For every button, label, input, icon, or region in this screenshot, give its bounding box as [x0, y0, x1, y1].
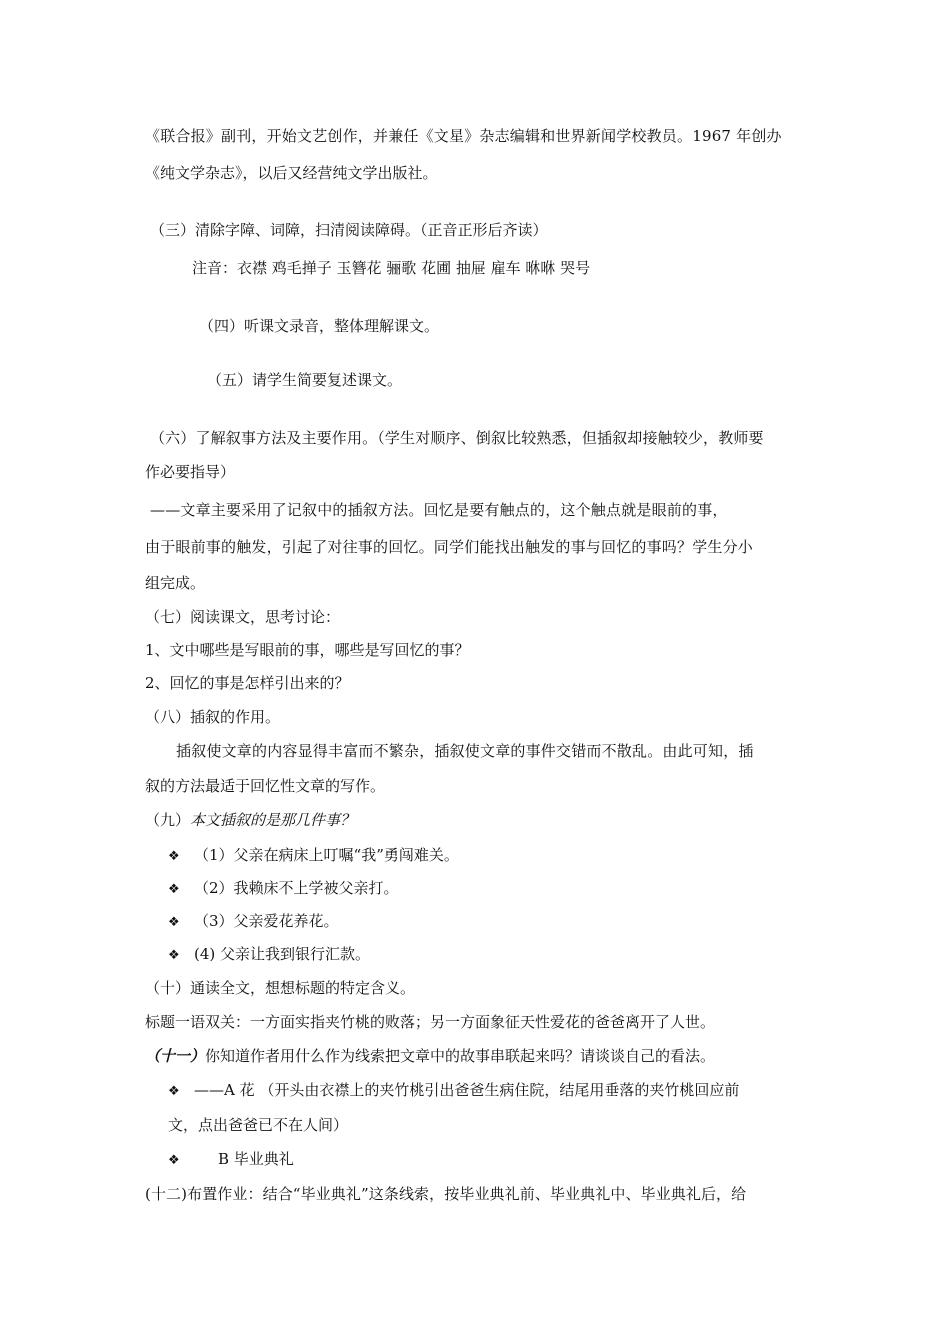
section-heading: （十）通读全文，想想标题的特定含义。 — [145, 979, 416, 997]
bullet-icon: ❖ — [168, 1084, 180, 1099]
section-number: （九） — [145, 811, 191, 829]
list-item-text: ——A 花 （开头由衣襟上的夹竹桃引出爸爸生病住院，结尾用垂落的夹竹桃回应前 — [194, 1081, 740, 1099]
list-item — [168, 1149, 294, 1171]
text-line: 叙的方法最适于回忆性文章的写作。 — [145, 777, 386, 795]
list-item-text: (4) 父亲让我到银行汇款。 — [194, 945, 371, 963]
section-heading: （三）清除字障、词障，扫清阅读障碍。（正音正形后齐读） — [150, 221, 548, 239]
text-line: 《纯文学杂志》，以后又经营纯文学出版社。 — [145, 164, 438, 182]
section-question: 你知道作者用什么作为线索把文章中的故事串联起来吗？请谈谈自己的看法。 — [205, 1047, 716, 1065]
text-line: 插叙使文章的内容显得丰富而不繁杂，插叙使文章的事件交错而不散乱。由此可知，插 — [176, 742, 754, 760]
list-item-text: （3）父亲爱花养花。 — [194, 912, 339, 930]
list-item-text: B 毕业典礼 — [218, 1150, 294, 1168]
section-question: 本文插叙的是那几件事？ — [190, 811, 356, 829]
list-item — [168, 1080, 739, 1102]
text-line: 作必要指导） — [145, 463, 236, 481]
text-line: 2、回忆的事是怎样引出来的？ — [145, 674, 350, 692]
section-heading: （六）了解叙事方法及主要作用。（学生对顺序、倒叙比较熟悉，但插叙却接触较少，教师要 — [150, 429, 764, 447]
text-line: 由于眼前事的触发，引起了对往事的回忆。同学们能找出触发的事与回忆的事吗？学生分小 — [145, 538, 754, 556]
text-line: ——文章主要采用了记叙中的插叙方法。回忆是要有触点的，这个触点就是眼前的事， — [150, 501, 728, 519]
text-line: 组完成。 — [145, 574, 206, 592]
text-line: 《联合报》副刊，开始文艺创作，并兼任《文星》杂志编辑和世界新闻学校教员。1967 年创办 — [145, 127, 782, 145]
section-heading — [145, 1046, 715, 1066]
list-item — [168, 911, 339, 933]
text-line: 标题一语双关：一方面实指夹竹桃的败落；另一方面象征天性爱花的爸爸离开了人世。 — [145, 1013, 716, 1031]
section-heading: （四）听课文录音，整体理解课文。 — [199, 317, 440, 335]
section-heading: （五）请学生简要复述课文。 — [207, 371, 403, 389]
bullet-icon: ❖ — [168, 915, 180, 930]
bullet-icon: ❖ — [168, 948, 180, 963]
text-line: 注音：衣襟 鸡毛掸子 玉簪花 骊歌 花圃 抽屉 雇车 咻咻 哭号 — [192, 259, 591, 277]
section-heading: （八）插叙的作用。 — [145, 708, 281, 726]
section-heading: (十二)布置作业：结合“毕业典礼”这条线索，按毕业典礼前、毕业典礼中、毕业典礼后，给 — [145, 1185, 747, 1203]
bullet-icon: ❖ — [168, 849, 180, 864]
list-item — [168, 944, 370, 966]
list-item-text: （1）父亲在病床上叮嘱“我”勇闯难关。 — [194, 846, 459, 864]
list-item — [168, 845, 459, 867]
list-item-text: （2）我赖床不上学被父亲打。 — [194, 879, 399, 897]
list-item — [168, 878, 399, 900]
section-number: （十一） — [145, 1047, 206, 1065]
bullet-icon: ❖ — [168, 882, 180, 897]
text-line: 1、文中哪些是写眼前的事，哪些是写回忆的事？ — [145, 641, 470, 659]
section-heading: （七）阅读课文，思考讨论： — [145, 608, 341, 626]
section-heading — [145, 810, 355, 830]
bullet-icon: ❖ — [168, 1153, 180, 1168]
text-line: 文，点出爸爸已不在人间） — [168, 1116, 349, 1134]
